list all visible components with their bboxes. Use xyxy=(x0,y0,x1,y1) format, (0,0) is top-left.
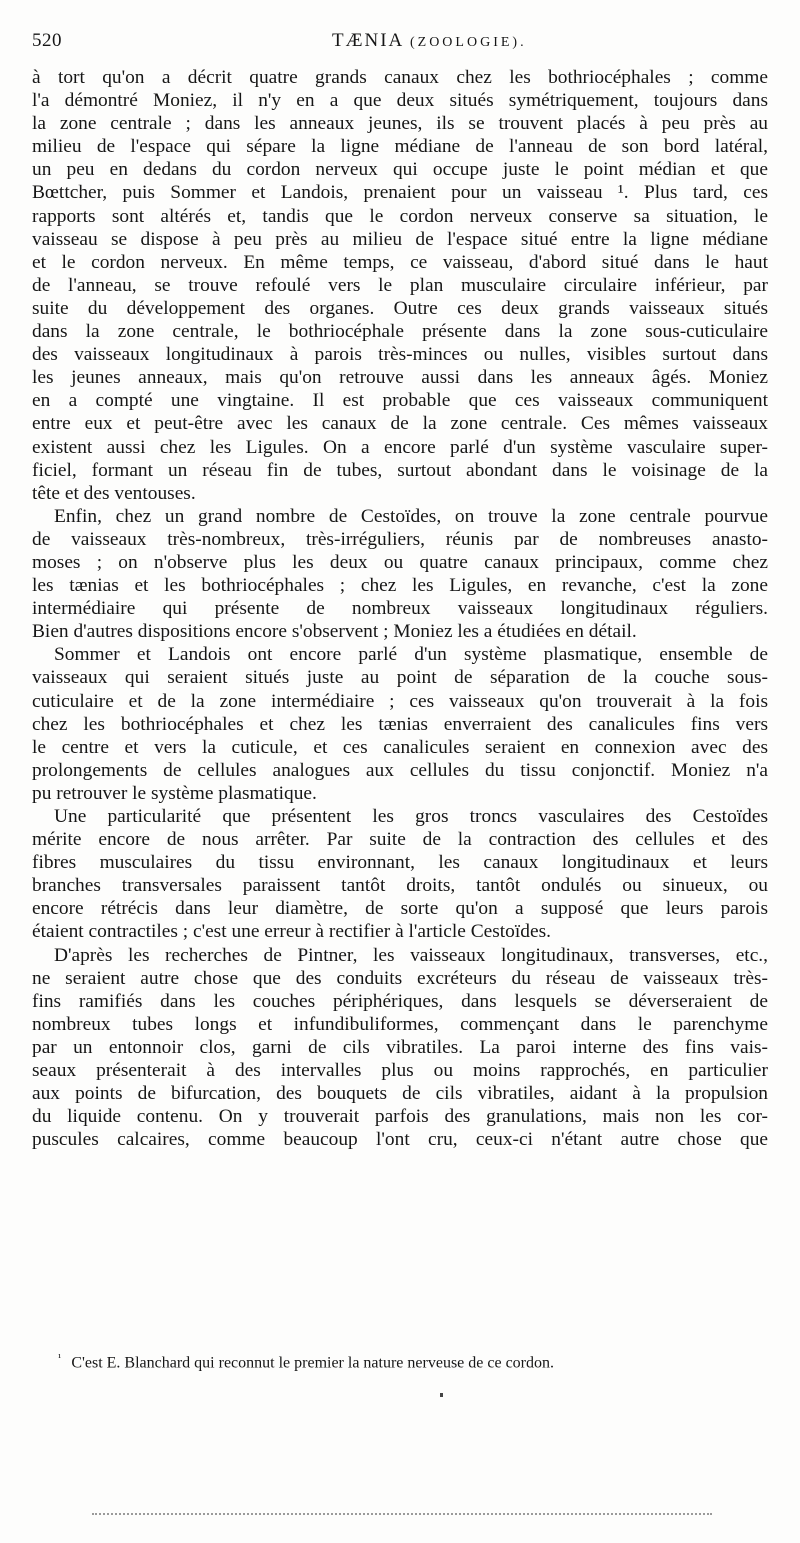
text-line: seaux présenterait à des intervalles plus ou moins rapprochés, en particulier xyxy=(32,1060,768,1082)
text-line: moses ; on n'observe plus les deux ou quatre canaux principaux, comme chez xyxy=(32,551,768,573)
text-line: de vaisseaux très-nombreux, très-irréguliers, réunis par de nombreuses anasto- xyxy=(32,528,768,550)
text-line: suite du développement des organes. Outre ces deux grands vaisseaux situés xyxy=(32,297,768,319)
text-line: prolongements de cellules analogues aux cellules du tissu conjonctif. Moniez n'a xyxy=(32,759,768,781)
text-line: Une particularité que présentent les gros troncs vasculaires des Cestoïdes xyxy=(54,806,768,827)
paragraph-4 xyxy=(32,805,768,944)
body-text xyxy=(32,66,768,1151)
text-line: fins ramifiés dans les couches périphériques, dans lesquels se déverseraient de xyxy=(32,990,768,1012)
text-line: en a compté une vingtaine. Il est probable que ces vaisseaux communiquent xyxy=(32,390,768,412)
paragraph-1 xyxy=(32,66,768,505)
text-line: et le cordon nerveux. En même temps, ce vaisseau, d'abord situé dans le haut xyxy=(32,251,768,273)
text-line: un peu en dedans du cordon nerveux qui occupe juste le point médian et que xyxy=(32,159,768,181)
text-line: par un entonnoir clos, garni de cils vibratiles. La paroi interne des fins vais- xyxy=(32,1036,768,1058)
text-line: Sommer et Landois ont encore parlé d'un système plasmatique, ensemble de xyxy=(54,644,768,666)
text-line: du liquide contenu. On y trouverait parfois des granulations, mais non les cor- xyxy=(32,1106,768,1128)
text-line: rapports sont altérés et, tandis que le cordon nerveux conserve sa situation, le xyxy=(32,205,768,227)
text-line: nombreux tubes longs et infundibuliformes, commençant dans le parenchyme xyxy=(32,1013,768,1035)
text-line: pu retrouver le système plasmatique. xyxy=(32,782,317,804)
footnote-text: C'est E. Blanchard qui reconnut le premier la nature nerveuse de ce cordon. xyxy=(71,1354,554,1372)
text-line: existent aussi chez les Ligules. On a encore parlé d'un système vasculaire super- xyxy=(32,436,768,458)
text-line: milieu de l'espace qui sépare la ligne médiane de l'anneau de son bord latéral, xyxy=(32,136,768,158)
text-line: encore rétrécis dans leur diamètre, de sorte qu'on a supposé que leurs parois xyxy=(32,898,768,920)
running-title xyxy=(332,30,527,52)
text-line: intermédiaire qui présente de nombreux vaisseaux longitudinaux réguliers. xyxy=(32,598,768,620)
text-line: dans la zone centrale, le bothriocéphale présente dans la zone sous-cuticulaire xyxy=(32,321,768,343)
text-line: étaient contractiles ; c'est une erreur à rectifier à l'article Cestoïdes. xyxy=(32,921,551,943)
text-line: vaisseau se dispose à peu près au milieu de l'espace situé entre la ligne médiane xyxy=(32,228,768,250)
text-line: ficiel, formant un réseau fin de tubes, surtout abondant dans le voisinage de la xyxy=(32,459,768,481)
text-line: branches transversales paraissent tantôt droits, tantôt ondulés ou sinueux, ou xyxy=(32,875,768,897)
text-line: ne seraient autre chose que des conduits excréteurs du réseau de vaisseaux très- xyxy=(32,967,768,989)
bottom-rule xyxy=(92,1513,712,1515)
footnote xyxy=(58,1352,554,1372)
text-line: les jeunes anneaux, mais qu'on retrouve aussi dans les anneaux âgés. Moniez xyxy=(32,367,768,389)
print-speck xyxy=(440,1393,443,1397)
text-line: aux points de bifurcation, des bouquets de cils vibratiles, aidant à la propulsion xyxy=(32,1083,768,1105)
text-line: fibres musculaires du tissu environnant, les canaux longitudinaux et leurs xyxy=(32,852,768,874)
text-line: entre eux et peut-être avec les canaux de la zone centrale. Ces mêmes vaisseaux xyxy=(32,413,768,435)
text-line: D'après les recherches de Pintner, les vaisseaux longitudinaux, transverses, etc., xyxy=(54,944,768,966)
page-header xyxy=(32,30,768,60)
paragraph-2 xyxy=(32,505,768,644)
text-line: cuticulaire et de la zone intermédiaire ; ces vaisseaux qu'on trouverait à la fois xyxy=(32,690,768,712)
text-line: vaisseaux qui seraient situés juste au point de séparation de la couche sous- xyxy=(32,667,768,689)
text-line: Bœttcher, puis Sommer et Landois, prenaient pour un vaisseau ¹. Plus tard, ces xyxy=(32,182,768,204)
text-line: le centre et vers la cuticule, et ces canalicules seraient en connexion avec des xyxy=(32,736,768,758)
text-line: des vaisseaux longitudinaux à parois très-minces ou nulles, visibles surtout dans xyxy=(32,344,768,366)
text-line: Enfin, chez un grand nombre de Cestoïdes, on trouve la zone centrale pourvue xyxy=(54,505,768,527)
running-title-subtitle: (ZOOLOGIE). xyxy=(409,35,527,50)
text-line: les tænias et les bothriocéphales ; chez les Ligules, en revanche, c'est la zone xyxy=(32,575,768,597)
text-line: à tort qu'on a décrit quatre grands canaux chez les bothriocéphales ; comme xyxy=(32,67,768,88)
running-title-main: TÆNIA xyxy=(332,30,404,51)
text-line: chez les bothriocéphales et chez les tænias enverraient des canalicules fins vers xyxy=(32,713,768,735)
text-line: l'a démontré Moniez, il n'y en a que deux situés symétriquement, toujours dans xyxy=(32,90,768,112)
footnote-mark: ¹ xyxy=(58,1352,62,1364)
text-line: mérite encore de nous arrêter. Par suite de la contraction des cellules et des xyxy=(32,829,768,851)
text-line: tête et des ventouses. xyxy=(32,482,196,504)
paragraph-3 xyxy=(32,643,768,805)
paragraph-5 xyxy=(32,944,768,1152)
text-line: puscules calcaires, comme beaucoup l'ont cru, ceux-ci n'étant autre chose que xyxy=(32,1129,768,1151)
page-number: 520 xyxy=(32,30,62,51)
text-line: Bien d'autres dispositions encore s'observent ; Moniez les a étudiées en détail. xyxy=(32,621,637,643)
text-line: de l'anneau, se trouve refoulé vers le plan musculaire circulaire inférieur, par xyxy=(32,274,768,296)
text-line: la zone centrale ; dans les anneaux jeunes, ils se trouvent placés à peu près au xyxy=(32,113,768,135)
